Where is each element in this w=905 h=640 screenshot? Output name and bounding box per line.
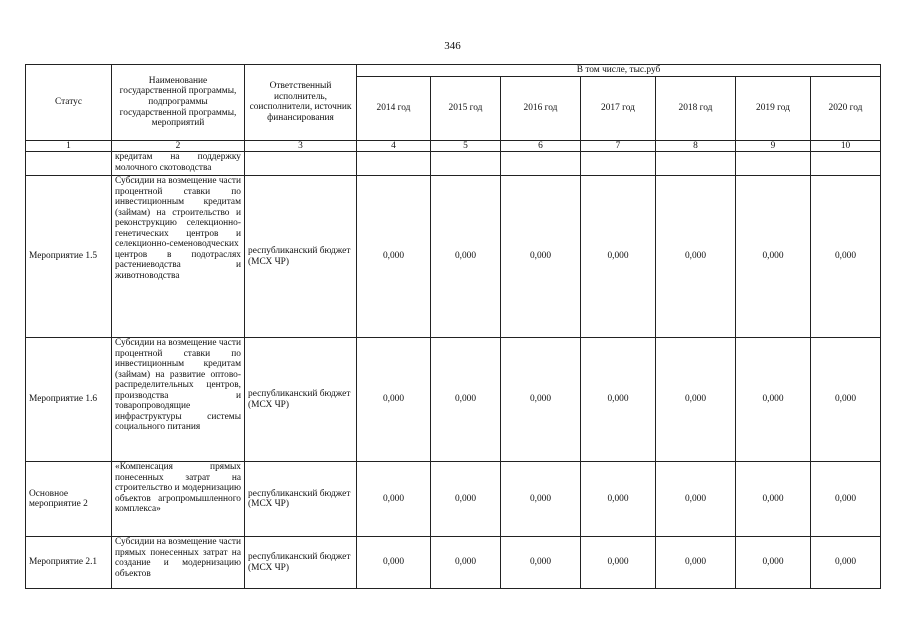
row-value: 0,000: [431, 462, 501, 537]
row-name: Субсидии на возмещение части процентной ставки по инвестиционным кредитам (займам) на строительство и реконструкцию селекционно-генетических центров и селекционно-семеноводческих центров в подотраслях растениеводства и животноводства: [112, 176, 245, 338]
row-value: 0,000: [431, 338, 501, 462]
row-value: 0,000: [581, 462, 656, 537]
row-executor: республиканский бюджет (МСХ ЧР): [245, 537, 357, 589]
row-value: 0,000: [656, 338, 736, 462]
table-row: [26, 152, 881, 176]
row-value: [581, 152, 656, 176]
budget-table: [25, 64, 881, 589]
column-number: 2: [112, 140, 245, 152]
header-in-total: В том числе, тыс.руб: [357, 65, 881, 77]
column-number: 4: [357, 140, 431, 152]
row-value: 0,000: [357, 176, 431, 338]
header-status: Статус: [26, 65, 112, 141]
column-number: 7: [581, 140, 656, 152]
row-value: 0,000: [811, 176, 881, 338]
row-value: 0,000: [581, 537, 656, 589]
row-status: Мероприятие 1.5: [26, 176, 112, 338]
header-year: 2017 год: [581, 76, 656, 140]
column-number: 1: [26, 140, 112, 152]
row-value: 0,000: [357, 537, 431, 589]
row-value: [357, 152, 431, 176]
table-row: [26, 537, 881, 589]
row-value: 0,000: [811, 462, 881, 537]
header-year: 2020 год: [811, 76, 881, 140]
row-value: 0,000: [431, 537, 501, 589]
column-number: 9: [736, 140, 811, 152]
row-value: 0,000: [656, 176, 736, 338]
row-value: [736, 152, 811, 176]
row-value: 0,000: [656, 462, 736, 537]
row-value: 0,000: [431, 176, 501, 338]
row-name: Субсидии на возмещение части прямых понесенных затрат на создание и модернизацию объектов: [112, 537, 245, 589]
header-year: 2018 год: [656, 76, 736, 140]
row-value: 0,000: [736, 176, 811, 338]
header-year: 2019 год: [736, 76, 811, 140]
header-year: 2015 год: [431, 76, 501, 140]
page-number: 346: [444, 40, 461, 52]
column-number: 6: [501, 140, 581, 152]
column-number: 5: [431, 140, 501, 152]
header-year: 2016 год: [501, 76, 581, 140]
row-value: 0,000: [501, 176, 581, 338]
row-value: 0,000: [501, 338, 581, 462]
row-executor: республиканский бюджет (МСХ ЧР): [245, 462, 357, 537]
column-number: 10: [811, 140, 881, 152]
row-status: Мероприятие 2.1: [26, 537, 112, 589]
row-value: 0,000: [736, 462, 811, 537]
column-number: 8: [656, 140, 736, 152]
row-value: 0,000: [811, 338, 881, 462]
row-status: [26, 152, 112, 176]
header-name: Наименование государственной программы, подпрограммы государственной программы, мероприятий: [112, 65, 245, 141]
row-value: 0,000: [357, 338, 431, 462]
row-executor: республиканский бюджет (МСХ ЧР): [245, 338, 357, 462]
row-executor: республиканский бюджет (МСХ ЧР): [245, 176, 357, 338]
row-value: 0,000: [736, 338, 811, 462]
row-value: 0,000: [656, 537, 736, 589]
row-name: Субсидии на возмещение части процентной ставки по инвестиционным кредитам (займам) на развитие оптово-распределительных центров, производства и товаропроводящие инфраструктуры системы социального питания: [112, 338, 245, 462]
row-value: 0,000: [501, 537, 581, 589]
row-value: [501, 152, 581, 176]
row-status: Основное мероприятие 2: [26, 462, 112, 537]
row-status: Мероприятие 1.6: [26, 338, 112, 462]
header-year: 2014 год: [357, 76, 431, 140]
row-value: [656, 152, 736, 176]
row-executor: [245, 152, 357, 176]
row-name: кредитам на поддержку молочного скотоводства: [112, 152, 245, 176]
row-value: 0,000: [811, 537, 881, 589]
column-number-row: [26, 140, 881, 152]
row-value: 0,000: [501, 462, 581, 537]
table-row: [26, 338, 881, 462]
column-number: 3: [245, 140, 357, 152]
row-name: «Компенсация прямых понесенных затрат на строительство и модернизацию объектов агропромышленного комплекса»: [112, 462, 245, 537]
row-value: 0,000: [581, 338, 656, 462]
table-row: [26, 176, 881, 338]
row-value: 0,000: [581, 176, 656, 338]
header-executor: Ответственный исполнитель, соисполнители, источник финансирования: [245, 65, 357, 141]
row-value: 0,000: [357, 462, 431, 537]
row-value: 0,000: [736, 537, 811, 589]
table-row: [26, 462, 881, 537]
row-value: [811, 152, 881, 176]
row-value: [431, 152, 501, 176]
